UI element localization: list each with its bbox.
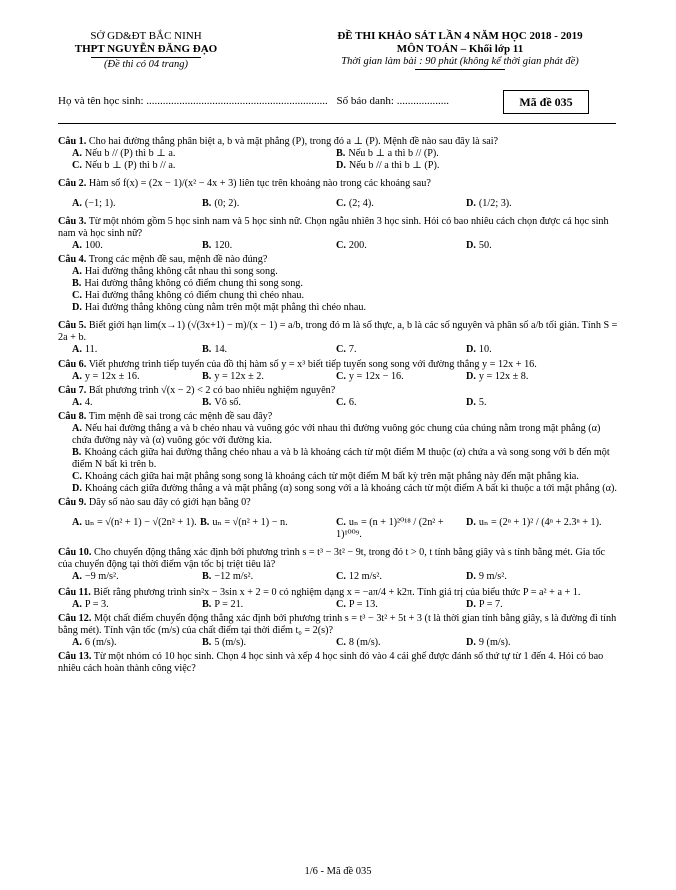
department: SỞ GD&ĐT BẮC NINH [90,30,202,42]
question-text: Trong các mệnh đề sau, mệnh đề nào đúng? [88,254,268,266]
option-a: Hai đường thẳng không cắt nhau thì song song. [84,266,278,278]
option-c: 12 m/s². [348,571,382,582]
option-c: 6. [348,396,357,408]
student-id-field: Số báo danh: ................... [336,95,449,107]
question-4 [58,254,618,314]
option-label: D. [466,370,476,382]
question-13 [58,651,618,675]
option-c: Hai đường thẳng không có điểm chung thì chéo nhau. [84,290,305,302]
option-b: Hai đường thẳng không có điểm chung thì song song. [84,278,303,290]
option-label: B. [202,637,212,649]
option-label: C. [72,160,82,172]
header-right [290,30,630,71]
question-number: Câu 10. [58,546,92,558]
page-count: (Đề thi có 04 trang) [104,58,188,70]
option-label: C. [336,599,346,611]
option-a: y = 12x ± 16. [84,370,140,382]
exam-title: ĐỀ THI KHẢO SÁT LẦN 4 NĂM HỌC 2018 - 2019 [337,30,583,42]
option-label: B. [202,599,212,611]
option-d: uₙ = (2ⁿ + 1)² / (4ⁿ + 2.3ⁿ + 1). [478,516,602,528]
page-footer: 1/6 - Mã đề 035 [304,866,372,877]
question-5 [58,320,618,356]
divider [415,69,505,70]
option-b: Vô số. [214,396,241,408]
option-a: −9 m/s². [84,571,119,582]
option-label: A. [72,370,82,382]
option-a: 6 (m/s). [84,637,117,649]
question-10 [58,547,618,583]
option-b: (0; 2). [214,198,240,210]
question-1 [58,136,618,172]
time-limit: Thời gian làm bài : 90 phút (không kể thời gian phát đề) [341,55,579,67]
question-8 [58,411,618,495]
question-number: Câu 2. [58,178,87,190]
option-label: A. [72,240,82,252]
option-label: C. [336,198,346,210]
question-9 [58,497,618,541]
option-b: y = 12x ± 2. [214,370,264,382]
question-text: Tìm mệnh đề sai trong các mệnh đề sau đây? [88,410,273,422]
question-6 [58,359,618,383]
option-c: 8 (m/s). [348,637,381,649]
option-label: D. [466,396,476,408]
option-label: B. [202,240,212,252]
option-c: Khoảng cách giữa hai mặt phẳng song song là khoảng cách từ một điểm M bất kỳ trên mặt phẳng này đến mặt phẳng kia. [84,470,579,482]
option-d: y = 12x ± 8. [478,370,529,382]
option-d: 50. [478,240,492,252]
question-number: Câu 1. [58,136,87,147]
question-2 [58,178,618,210]
option-label: C. [336,637,346,649]
question-text: Biết rằng phương trình sin²x − 3sin x + 2 = 0 có nghiệm dạng x = −aπ/4 + k2π. Tính giá trị của biểu thức P = a² + a + 1. [93,587,581,599]
option-d: 9 (m/s). [478,637,511,649]
option-b: Nếu b ⊥ a thì b // (P). [348,148,439,160]
option-d: Nếu b // a thì b ⊥ (P). [348,160,440,172]
option-c: P = 13. [348,599,378,611]
question-text: Viết phương trình tiếp tuyến của đồ thị hàm số y = x³ biết tiếp tuyến song song với đường thẳng y = 12x + 16. [88,358,537,370]
student-name-field: Họ và tên học sinh: .................................................................. [58,95,328,107]
question-list [58,136,618,677]
question-number: Câu 9. [58,496,87,508]
option-b: uₙ = √(n² + 1) − n. [212,516,288,528]
option-label: B. [202,396,212,408]
question-7 [58,385,618,409]
option-c: 7. [348,344,357,356]
option-label: A. [72,198,82,210]
question-3 [58,216,618,252]
option-c: 200. [348,240,367,252]
option-label: A. [72,396,82,408]
option-label: C. [336,370,346,382]
question-number: Câu 12. [58,613,92,625]
option-d: Khoảng cách giữa đường thẳng a và mặt phẳng (α) song song với a là khoảng cách từ một điểm A bất kì thuộc a tới mặt phẳng (α). [84,482,617,494]
option-label: A. [72,571,82,582]
option-label: A. [72,148,82,160]
option-b: Khoảng cách giữa hai đường thẳng chéo nhau a và b là khoảng cách từ một điểm M thuộc (α) chứa a và song song với b đến một điểm N bất kì trên b. [72,446,610,470]
option-label: A. [72,344,82,356]
divider [91,57,201,58]
option-label: C. [72,470,82,482]
option-label: A. [72,516,82,528]
option-label: D. [466,240,476,252]
option-label: D. [336,160,346,172]
question-text: Bất phương trình √(x − 2) < 2 có bao nhiêu nghiệm nguyên? [88,384,336,396]
header-rule [58,123,616,124]
option-c: uₙ = (n + 1)²⁰¹⁸ / (2n² + 1)¹⁰⁰⁹. [336,516,444,540]
option-a: Nếu hai đường thẳng a và b chéo nhau và vuông góc với nhau thì đường vuông góc chung của chúng nằm trong mặt phẳng (α) chứa đường này và (α) vuông góc với đường kia. [72,422,601,446]
option-label: A. [72,637,82,649]
option-a: P = 3. [84,599,109,611]
question-number: Câu 6. [58,358,87,370]
option-label: B. [202,198,212,210]
question-text: Dãy số nào sau đây có giới hạn bằng 0? [88,496,251,508]
school-name: THPT NGUYỄN ĐĂNG ĐẠO [74,42,218,55]
option-d: (1/2; 3). [478,198,512,210]
option-a: Nếu b // (P) thì b ⊥ a. [84,148,176,160]
option-label: C. [336,344,346,356]
option-label: C. [336,396,346,408]
subject: MÔN TOÁN – Khối lớp 11 [396,42,524,55]
option-b: 14. [214,344,228,356]
option-label: C. [336,516,346,528]
option-c: Nếu b ⊥ (P) thì b // a. [84,160,176,172]
question-number: Câu 8. [58,410,87,422]
question-text: Cho hai đường thẳng phân biệt a, b và mặt phẳng (P), trong đó a ⊥ (P). Mệnh đề nào sau đây là sai? [88,136,499,147]
option-label: B. [202,571,212,582]
option-label: B. [72,278,82,290]
option-label: A. [72,266,82,278]
option-label: A. [72,599,82,611]
option-label: D. [466,637,476,649]
exam-code-box: Mã đề 035 [503,90,589,114]
option-label: A. [72,422,82,434]
question-text: Cho chuyển động thẳng xác định bởi phương trình s = t³ − 3t² − 9t, trong đó t > 0, t tính bằng giây và s tính bằng mét. Gia tốc của chuyển động tại thời điểm vận tốc bị triệt tiêu là? [58,546,606,570]
question-text: Biết giới hạn lim(x→1) (√(3x+1) − m)/(x − 1) = a/b, trong đó m là số thực, a, b là các số nguyên và phân số a/b tối giản. Tính S = 2a + b. [58,320,618,344]
option-d: 5. [478,396,487,408]
question-number: Câu 7. [58,384,87,396]
option-b: P = 21. [214,599,244,611]
option-d: 10. [478,344,492,356]
option-b: −12 m/s². [214,571,254,582]
option-a: uₙ = √(n² + 1) − √(2n² + 1). [84,516,197,528]
question-text: Từ một nhóm gồm 5 học sinh nam và 5 học sinh nữ. Chọn ngẫu nhiên 3 học sinh. Hỏi có bao nhiêu cách chọn được cả học sinh nam và học sinh nữ? [58,216,609,240]
option-c: y = 12x − 16. [348,370,404,382]
option-b: 5 (m/s). [214,637,247,649]
option-label: B. [72,446,82,458]
option-a: 11. [84,344,98,356]
option-a: (−1; 1). [84,198,116,210]
option-label: B. [202,370,212,382]
option-label: D. [466,516,476,528]
option-label: D. [466,599,476,611]
header-left [56,30,236,71]
option-d: 9 m/s². [478,571,507,582]
option-label: C. [72,290,82,302]
option-d: Hai đường thẳng không cùng nằm trên một mặt phẳng thì chéo nhau. [84,302,367,314]
option-label: C. [336,571,346,582]
question-12 [58,613,618,649]
option-label: D. [72,482,82,494]
question-number: Câu 11. [58,587,91,599]
option-d: P = 7. [478,599,503,611]
option-label: B. [200,516,210,528]
question-text: Từ một nhóm có 10 học sinh. Chọn 4 học sinh và xếp 4 học sinh đó vào 4 cái ghế được đánh số thứ tự từ 1 đến 4. Hỏi có bao nhiêu cách hoàn thành công việc? [58,651,604,675]
option-a: 4. [84,396,93,408]
question-11 [58,587,618,611]
question-number: Câu 3. [58,216,87,228]
option-label: B. [336,148,346,160]
option-label: B. [202,344,212,356]
question-number: Câu 4. [58,254,87,266]
option-c: (2; 4). [348,198,374,210]
option-label: D. [466,571,476,582]
question-number: Câu 5. [58,320,87,332]
option-label: D. [466,198,476,210]
question-text: Hàm số f(x) = (2x − 1)/(x² − 4x + 3) liên tục trên khoảng nào trong các khoảng sau? [88,178,431,190]
option-label: D. [72,302,82,314]
option-b: 120. [214,240,233,252]
question-number: Câu 13. [58,651,92,663]
question-text: Một chất điểm chuyển động thẳng xác định bởi phương trình s = t³ − 3t² + 5t + 3 (t là thời gian tính bằng giây, s là đường đi tính bằng mét). Tính vận tốc (m/s) của chất điểm tại thời điểm t₀ = 2(s)? [58,613,617,637]
option-label: D. [466,344,476,356]
option-a: 100. [84,240,103,252]
option-label: C. [336,240,346,252]
